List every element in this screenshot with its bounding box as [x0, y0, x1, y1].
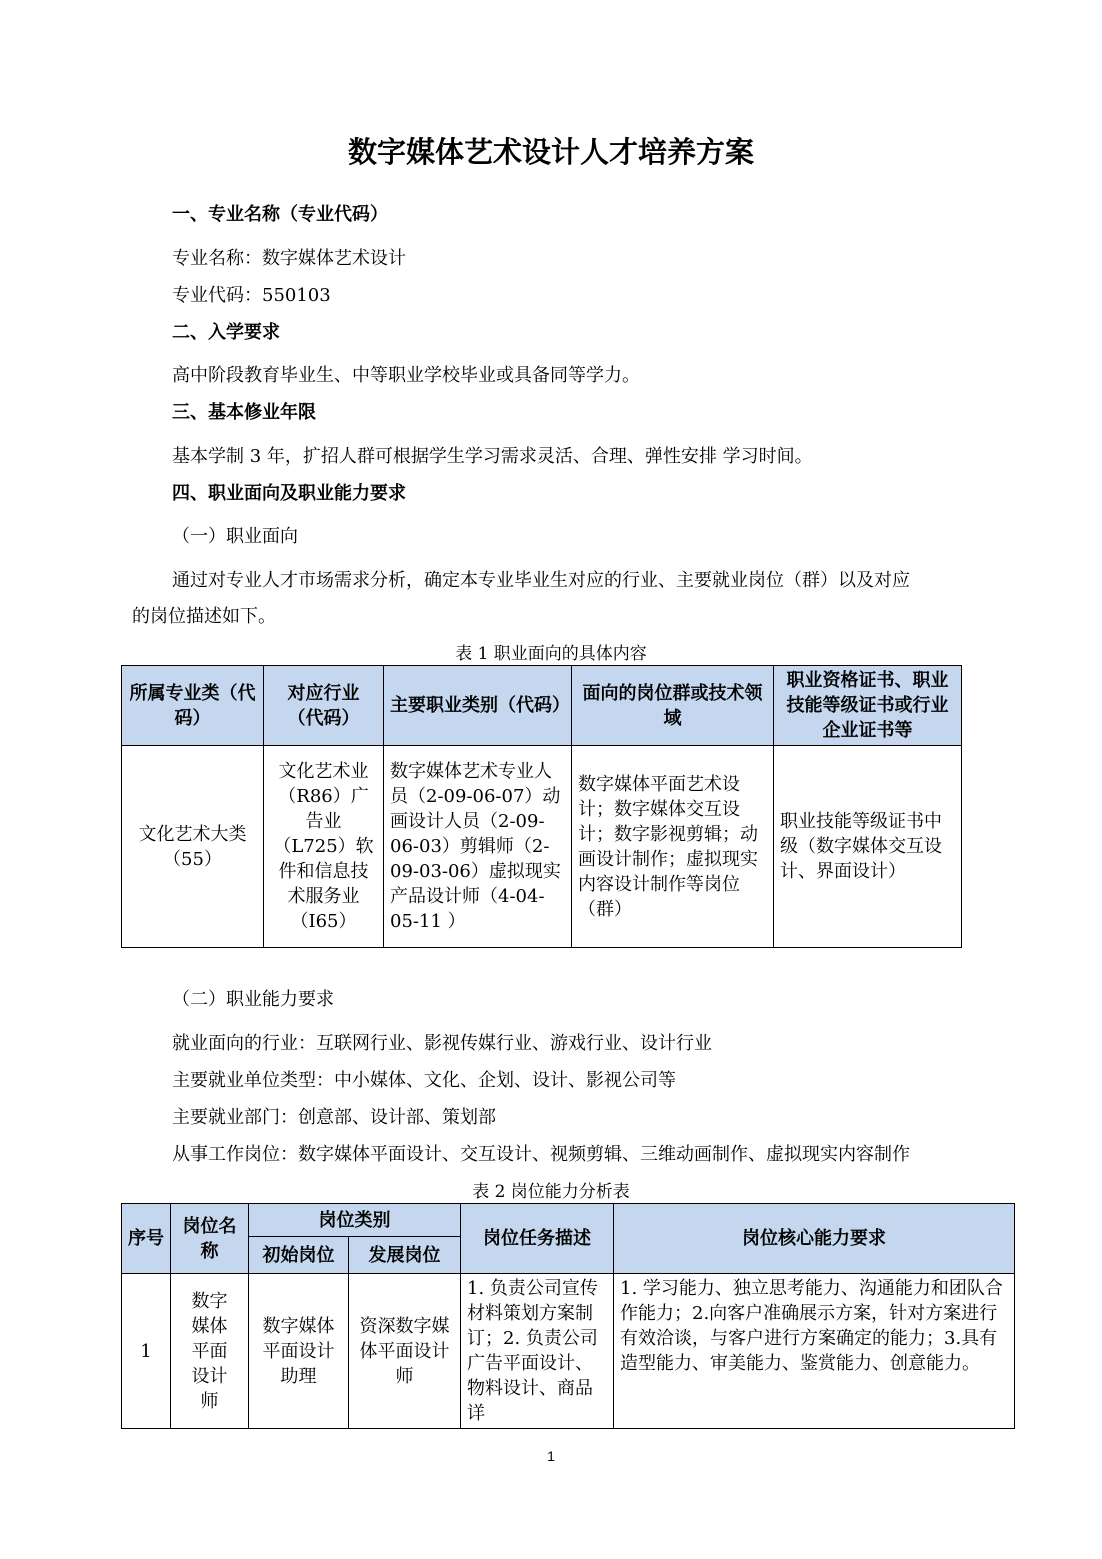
table2-header-develop: 发展岗位 — [349, 1237, 461, 1274]
table1-header: 所属专业类（代码） — [122, 666, 264, 746]
table2-cell-name: 数字媒体平面设计师 — [171, 1274, 249, 1429]
department-text: 主要就业部门：创意部、设计部、策划部 — [172, 1107, 496, 1128]
table2-cell-core: 1. 学习能力、独立思考能力、沟通能力和团队合作能力；2.向客户准确展示方案，针对方案进行有效洽谈，与客户进行方案确定的能力；3.具有造型能力、审美能力、鉴赏能力、创意能力。 — [614, 1274, 1015, 1429]
industry-text: 就业面向的行业：互联网行业、影视传媒行业、游戏行业、设计行业 — [172, 1033, 712, 1054]
intro-line-1: 通过对专业人才市场需求分析，确定本专业毕业生对应的行业、主要就业岗位（群）以及对应 — [172, 570, 910, 591]
page-number: 1 — [547, 1448, 555, 1464]
document-title: 数字媒体艺术设计人才培养方案 — [347, 135, 754, 169]
major-name: 专业名称：数字媒体艺术设计 — [172, 248, 406, 269]
table2-header-no: 序号 — [122, 1204, 171, 1274]
table2-header-task: 岗位任务描述 — [461, 1204, 614, 1274]
major-code: 专业代码：550103 — [172, 285, 331, 306]
table1-cell: 文化艺术业（R86）广告业（L725）软件和信息技术服务业（I65） — [264, 746, 384, 948]
table2-header-initial: 初始岗位 — [249, 1237, 349, 1274]
admission-text: 高中阶段教育毕业生、中等职业学校毕业或具备同等学力。 — [172, 365, 640, 386]
table1-cell: 数字媒体平面艺术设计；数字媒体交互设计；数字影视剪辑；动画设计制作；虚拟现实内容设计制作等岗位（群） — [572, 746, 774, 948]
section-heading-major: 一、专业名称（专业代码） — [172, 204, 388, 225]
duration-text: 基本学制 3 年，扩招人群可根据学生学习需求灵活、合理、弹性安排 学习时间。 — [172, 446, 813, 467]
table2-cell-develop: 资深数字媒体平面设计师 — [349, 1274, 461, 1429]
table1-header: 对应行业（代码） — [264, 666, 384, 746]
table2-header-name: 岗位名称 — [171, 1204, 249, 1274]
table2-header-category: 岗位类别 — [249, 1204, 461, 1237]
table2-header-core: 岗位核心能力要求 — [614, 1204, 1015, 1274]
unit-type-text: 主要就业单位类型：中小媒体、文化、企划、设计、影视公司等 — [172, 1070, 676, 1091]
intro-line-2: 的岗位描述如下。 — [132, 606, 276, 627]
table1-caption: 表 1 职业面向的具体内容 — [455, 644, 647, 664]
positions-text: 从事工作岗位：数字媒体平面设计、交互设计、视频剪辑、三维动画制作、虚拟现实内容制作 — [172, 1144, 910, 1165]
table1-header: 主要职业类别（代码） — [384, 666, 572, 746]
table1-header: 面向的岗位群或技术领域 — [572, 666, 774, 746]
table1-cell: 文化艺术大类（55） — [122, 746, 264, 948]
table1-cell: 职业技能等级证书中级（数字媒体交互设计、界面设计） — [774, 746, 962, 948]
subsection-heading-orientation: （一）职业面向 — [172, 526, 298, 547]
table2-cell-initial: 数字媒体平面设计助理 — [249, 1274, 349, 1429]
subsection-heading-ability: （二）职业能力要求 — [172, 989, 334, 1010]
table2-cell-no: 1 — [122, 1274, 171, 1429]
table2-cell-task: 1. 负责公司宣传材料策划方案制订；2. 负责公司广告平面设计、物料设计、商品详 — [461, 1274, 614, 1429]
section-heading-admission: 二、入学要求 — [172, 322, 280, 343]
section-heading-duration: 三、基本修业年限 — [172, 402, 316, 423]
table-position-ability — [121, 1203, 1015, 1429]
section-heading-career: 四、职业面向及职业能力要求 — [172, 483, 406, 504]
table1-header: 职业资格证书、职业技能等级证书或行业企业证书等 — [774, 666, 962, 746]
table-career-orientation — [121, 665, 962, 948]
table2-caption: 表 2 岗位能力分析表 — [472, 1182, 630, 1202]
table1-cell: 数字媒体艺术专业人员（2-09-06-07）动画设计人员（2-09-06-03）剪辑师（2-09-03-06）虚拟现实产品设计师（4-04-05-11 ） — [384, 746, 572, 948]
